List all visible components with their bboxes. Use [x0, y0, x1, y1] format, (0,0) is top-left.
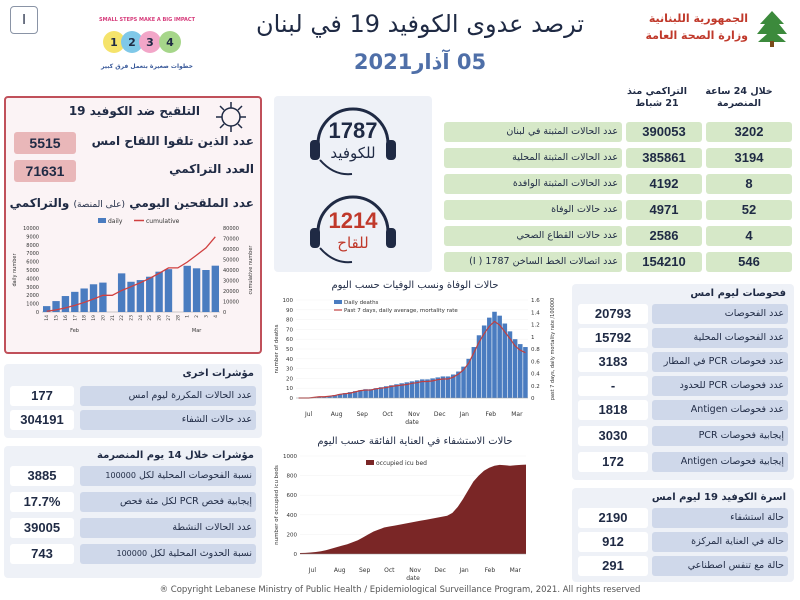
col-header-24h: خلال 24 ساعة المنصرمة — [705, 86, 773, 109]
month-label: Mar — [191, 328, 202, 334]
campaign-top-text: SMALL STEPS MAKE A BIG IMPACT — [99, 17, 195, 23]
month-label: Oct — [384, 567, 395, 574]
deaths-chart-title: حالات الوفاة ونسب الوفيات حسب اليوم — [331, 280, 499, 291]
x-tick-label: 15 — [54, 315, 60, 321]
stat-day-value: 52 — [741, 202, 757, 217]
test-label: عدد الفحوصات — [724, 308, 784, 319]
y2-tick-label: 50000 — [223, 257, 239, 264]
y-tick-label: 9000 — [26, 234, 39, 241]
legend-label: Daily deaths — [344, 300, 379, 306]
month-label: Sep — [356, 411, 368, 418]
month-label: Sep — [359, 567, 371, 574]
daily-bar — [99, 283, 106, 312]
month-label: Feb — [70, 328, 79, 334]
month-label: Dec — [434, 567, 446, 574]
x-tick-label: 19 — [92, 315, 98, 321]
stat-row — [440, 174, 792, 194]
indicator-label: إيجابية فحص PCR لكل مئة فحص — [119, 496, 252, 507]
vaccination-chart-title-mid: (على المنصة) — [73, 200, 125, 210]
stat-label: عدد الحالات المثبتة الوافدة — [512, 178, 618, 189]
daily-bar — [212, 266, 219, 312]
indicator-row — [10, 518, 256, 538]
hotline-panel — [274, 96, 432, 272]
month-label: Mar — [511, 411, 523, 418]
legend-label: occupied icu bed — [376, 460, 427, 467]
page-number: I — [22, 13, 26, 28]
vaccinated-cumulative-label: العدد التراكمي — [169, 162, 254, 176]
icu-chart — [270, 450, 560, 584]
test-label: عدد الفحوصات المحلية — [693, 332, 784, 343]
y-tick-label: 4000 — [26, 276, 39, 283]
daily-bar — [118, 273, 125, 312]
hotline-vaccine-label: للقاح — [337, 234, 369, 252]
other-label: عدد الحالات المكررة ليوم امس — [128, 390, 252, 401]
other-label: عدد حالات الشفاء — [181, 414, 252, 425]
x-tick-label: 25 — [148, 315, 154, 321]
x-tick-label: 23 — [129, 315, 135, 321]
month-label: Nov — [409, 567, 421, 574]
stat-day-value: 3194 — [734, 150, 764, 165]
y-tick-label: 0 — [289, 396, 293, 402]
daily-bar — [137, 280, 144, 312]
stat-row — [440, 200, 792, 220]
month-label: Jan — [459, 567, 469, 574]
y-tick-label: 1000 — [283, 454, 297, 460]
bed-label: حالة استشفاء — [730, 512, 784, 523]
y-tick-label: 20 — [286, 376, 293, 383]
indicator-label: عدد الحالات النشطة — [172, 522, 252, 533]
x-tick-label: 4 — [213, 315, 219, 318]
icu-chart-title: حالات الاستشفاء في العناية الفائقة حسب اليوم — [317, 436, 513, 447]
test-value: - — [578, 376, 648, 396]
bed-value: 2190 — [578, 508, 648, 528]
month-label: Aug — [330, 411, 343, 418]
y2-tick-label: 0.4 — [531, 371, 540, 378]
legend-swatch-daily — [98, 218, 106, 223]
month-label: Oct — [382, 411, 393, 418]
bed-label: حالة في العناية المركزة — [691, 536, 784, 547]
stat-row — [440, 252, 792, 272]
vaccinated-yesterday-label: عدد الذين تلقوا اللقاح امس — [91, 134, 254, 148]
month-label: Nov — [408, 411, 420, 418]
indicator-value: 743 — [10, 544, 74, 564]
y-tick-label: 800 — [286, 473, 297, 480]
ministry-line1: الجمهورية اللبنانية — [648, 12, 748, 25]
y-tick-label: 200 — [286, 532, 297, 539]
y-tick-label: 80 — [286, 317, 293, 324]
x-tick-label: 24 — [138, 315, 144, 321]
stat-day-value: 546 — [738, 254, 760, 269]
x-tick-label: 27 — [166, 315, 172, 321]
vaccinated-cumulative-value: 71631 — [25, 163, 65, 179]
y-tick-label: 400 — [286, 512, 297, 519]
y-axis-label: number of deaths — [274, 324, 280, 374]
tests-title: فحوصات ليوم امس — [690, 288, 786, 299]
x-tick-label: 22 — [120, 315, 126, 321]
vaccination-title: التلقيح ضد الكوفيد 19 — [68, 104, 200, 118]
svg-text:1: 1 — [110, 36, 118, 49]
y2-axis-label: cumulative number — [248, 245, 254, 295]
stat-day-value: 4 — [745, 228, 753, 243]
daily-bar — [71, 292, 78, 312]
test-label: إيجابية فحوصات PCR — [698, 430, 784, 441]
y-tick-label: 600 — [286, 493, 297, 500]
test-row — [578, 426, 788, 446]
other-row — [10, 386, 256, 406]
vaccination-chart-title-start: عدد الملقحين اليومي — [129, 196, 254, 210]
hotline-covid-label: للكوفيد — [330, 144, 376, 162]
y2-tick-label: 60000 — [223, 247, 239, 253]
test-row — [578, 328, 788, 348]
indicator-row — [10, 492, 256, 512]
indicator-row — [10, 466, 256, 486]
legend-label: daily — [108, 218, 123, 225]
stat-cum-value: 390053 — [642, 124, 686, 139]
month-label: Jul — [305, 411, 313, 418]
daily-bar — [202, 270, 209, 312]
y-tick-label: 5000 — [26, 268, 39, 274]
tests-panel — [572, 284, 794, 480]
y-tick-label: 30 — [286, 366, 293, 373]
hotline-covid-number: 1787 — [328, 118, 378, 143]
vaccination-chart-title — [10, 196, 254, 210]
y2-tick-label: 80000 — [223, 226, 239, 232]
y-tick-label: 0 — [35, 310, 39, 316]
test-label: إيجابية فحوصات Antigen — [680, 456, 784, 467]
month-label: Dec — [433, 411, 446, 418]
x-axis-label: date — [405, 419, 419, 426]
legend-swatch-icu — [366, 460, 374, 465]
stat-day-value: 8 — [745, 176, 753, 191]
y2-tick-label: 40000 — [223, 268, 239, 274]
y-axis-label: daily number — [12, 253, 18, 287]
indicators14-panel — [4, 446, 262, 578]
col-header-cumulative: التراكمي منذ 21 شباط — [627, 86, 687, 109]
other-indicators-title: مؤشرات اخرى — [182, 368, 254, 379]
x-tick-label: 21 — [110, 315, 116, 321]
y-tick-label: 50 — [286, 347, 293, 353]
x-tick-label: 3 — [204, 315, 210, 318]
svg-text:3: 3 — [146, 36, 154, 49]
indicators14-title: مؤشرات خلال 14 يوم المنصرمة — [97, 450, 254, 461]
icu-area — [300, 465, 526, 554]
test-label: عدد فحوصات PCR في المطار — [663, 356, 784, 367]
vaccination-chart — [8, 216, 258, 350]
stat-cum-value: 154210 — [642, 254, 686, 269]
indicator-label: نسبة الفحوصات المحلية لكل — [138, 470, 252, 481]
y-tick-label: 2000 — [26, 293, 39, 300]
ministry-logo — [636, 8, 794, 48]
stat-cum-value: 4971 — [649, 202, 679, 217]
stat-cum-value: 2586 — [649, 228, 679, 243]
beds-title: اسرة الكوفيد 19 ليوم امس — [651, 492, 786, 503]
indicator-label-small: 100000 — [105, 471, 136, 480]
y-tick-label: 40 — [286, 356, 293, 363]
stat-label: عدد حالات الوفاة — [551, 204, 618, 215]
test-value: 15792 — [578, 328, 648, 348]
hotline-vaccine-number: 1214 — [328, 208, 378, 233]
y2-tick-label: 20000 — [223, 289, 239, 295]
y2-tick-label: 0.2 — [531, 383, 540, 390]
page-number-box — [10, 6, 38, 34]
y-tick-label: 60 — [286, 337, 293, 344]
y-tick-label: 0 — [293, 552, 297, 558]
other-indicators-panel — [4, 364, 262, 438]
bed-value: 912 — [578, 532, 648, 552]
bed-row — [578, 556, 788, 576]
stat-label: عدد اتصالات الخط الساخن 1787 ( I) — [469, 256, 618, 267]
daily-bar — [155, 272, 162, 312]
death-bar — [425, 379, 430, 398]
main-stats-panel — [440, 118, 792, 276]
y-tick-label: 70 — [286, 327, 293, 334]
month-label: Mar — [509, 567, 522, 574]
month-label: Feb — [485, 411, 497, 418]
test-row — [578, 304, 788, 324]
y-tick-label: 100 — [282, 298, 293, 304]
deaths-chart-panel — [270, 280, 560, 428]
test-row — [578, 400, 788, 420]
test-row — [578, 352, 788, 372]
legend-label: Past 7 days, daily average, mortality rate — [344, 308, 458, 314]
test-row — [578, 452, 788, 472]
indicator-label: نسبة الحدوث المحلية لكل — [150, 548, 252, 559]
daily-bar — [165, 269, 172, 312]
bed-label: حالة مع تنفس اصطناعي — [687, 560, 784, 571]
stat-row — [440, 226, 792, 246]
stat-row — [440, 148, 792, 168]
death-bar — [487, 318, 492, 398]
death-bar — [518, 344, 523, 398]
legend-swatch-deaths — [334, 300, 342, 304]
test-row — [578, 376, 788, 396]
campaign-logo — [92, 14, 202, 72]
daily-bar — [193, 268, 200, 312]
y-tick-label: 90 — [286, 307, 293, 314]
death-bar — [492, 312, 497, 398]
daily-bar — [80, 288, 87, 312]
y2-tick-label: 1 — [531, 334, 535, 341]
stat-label: عدد حالات القطاع الصحي — [516, 230, 618, 241]
y-tick-label: 8000 — [26, 242, 39, 249]
ministry-line2: وزارة الصحة العامة — [645, 29, 748, 42]
test-label: عدد فحوصات PCR للحدود — [679, 380, 784, 391]
x-axis-label: date — [406, 575, 420, 582]
month-label: Feb — [484, 567, 496, 574]
other-value: 304191 — [10, 410, 74, 430]
stat-day-value: 3202 — [734, 124, 764, 139]
report-date: 05 آذار2021 — [353, 50, 487, 74]
y2-tick-label: 0 — [531, 396, 535, 402]
test-value: 3183 — [578, 352, 648, 372]
indicator-row — [10, 544, 256, 564]
bed-value: 291 — [578, 556, 648, 576]
y2-tick-label: 0.6 — [531, 359, 540, 366]
y-tick-label: 10000 — [23, 226, 39, 232]
y2-tick-label: 1.4 — [531, 310, 540, 317]
x-tick-label: 16 — [63, 315, 69, 321]
y2-tick-label: 1.6 — [531, 298, 540, 304]
death-bar — [523, 347, 528, 398]
stat-cum-value: 4192 — [649, 176, 679, 191]
legend-label: cumulative — [146, 218, 180, 225]
vaccination-panel — [4, 96, 262, 354]
y-tick-label: 10 — [286, 386, 293, 393]
indicator-value: 17.7% — [10, 492, 74, 512]
campaign-bottom-text: خطوات صغيرة بتعمل فرق كبير — [101, 63, 193, 70]
x-tick-label: 18 — [82, 315, 88, 321]
other-row — [10, 410, 256, 430]
stat-label: عدد الحالات المثبتة في لبنان — [506, 126, 618, 137]
svg-text:4: 4 — [166, 36, 174, 49]
y2-tick-label: 0 — [223, 310, 227, 316]
stat-label: عدد الحالات المثبتة المحلية — [512, 152, 618, 163]
test-label: عدد فحوصات Antigen — [690, 404, 784, 415]
bed-row — [578, 532, 788, 552]
y-tick-label: 3000 — [26, 284, 39, 291]
y2-tick-label: 1.2 — [531, 322, 540, 329]
y2-tick-label: 10000 — [223, 299, 239, 306]
daily-bar — [62, 296, 69, 312]
stat-row — [440, 122, 792, 142]
copyright-footer: ® Copyright Lebanese Ministry of Public Health / Epidemiological Surveillance Program, 2021. All rights reserved — [159, 585, 641, 595]
beds-panel — [572, 488, 794, 582]
vaccination-chart-title-end: والتراكمي — [9, 196, 70, 210]
y2-tick-label: 0.8 — [531, 347, 540, 353]
indicator-value: 39005 — [10, 518, 74, 538]
x-tick-label: 28 — [176, 315, 182, 321]
x-tick-label: 14 — [45, 315, 51, 321]
y2-tick-label: 30000 — [223, 278, 239, 285]
deaths-chart — [270, 294, 560, 428]
daily-bar — [184, 266, 191, 312]
month-label: Jul — [308, 567, 317, 574]
month-label: Jan — [459, 411, 469, 418]
stat-cum-value: 385861 — [642, 150, 686, 165]
x-tick-label: 1 — [185, 315, 191, 318]
test-value: 3030 — [578, 426, 648, 446]
month-label: Aug — [333, 567, 346, 574]
daily-bar — [146, 277, 153, 312]
y2-tick-label: 70000 — [223, 236, 239, 243]
y2-axis-label: past 7 days, daily mortality rate /100000 — [550, 297, 556, 401]
test-value: 20793 — [578, 304, 648, 324]
bed-row — [578, 508, 788, 528]
x-tick-label: 26 — [157, 315, 163, 321]
svg-text:2: 2 — [128, 36, 136, 49]
y-axis-label: number of occupied icu beds — [274, 465, 280, 545]
indicator-value: 3885 — [10, 466, 74, 486]
cedar-icon — [752, 8, 792, 48]
death-bar — [446, 376, 451, 398]
x-tick-label: 2 — [195, 315, 201, 318]
test-value: 1818 — [578, 400, 648, 420]
y-tick-label: 6000 — [26, 259, 39, 266]
y-tick-label: 1000 — [26, 301, 39, 308]
x-tick-label: 17 — [73, 315, 79, 321]
indicator-label-small: 100000 — [116, 549, 148, 558]
test-value: 172 — [578, 452, 648, 472]
y-tick-label: 7000 — [26, 251, 39, 258]
other-value: 177 — [10, 386, 74, 406]
page-title: ترصد عدوى الكوفيد 19 في لبنان — [255, 10, 585, 38]
icu-chart-panel — [270, 436, 560, 584]
virus-icon — [214, 100, 248, 134]
vaccinated-yesterday-value: 5515 — [29, 135, 61, 151]
x-tick-label: 20 — [101, 315, 107, 321]
